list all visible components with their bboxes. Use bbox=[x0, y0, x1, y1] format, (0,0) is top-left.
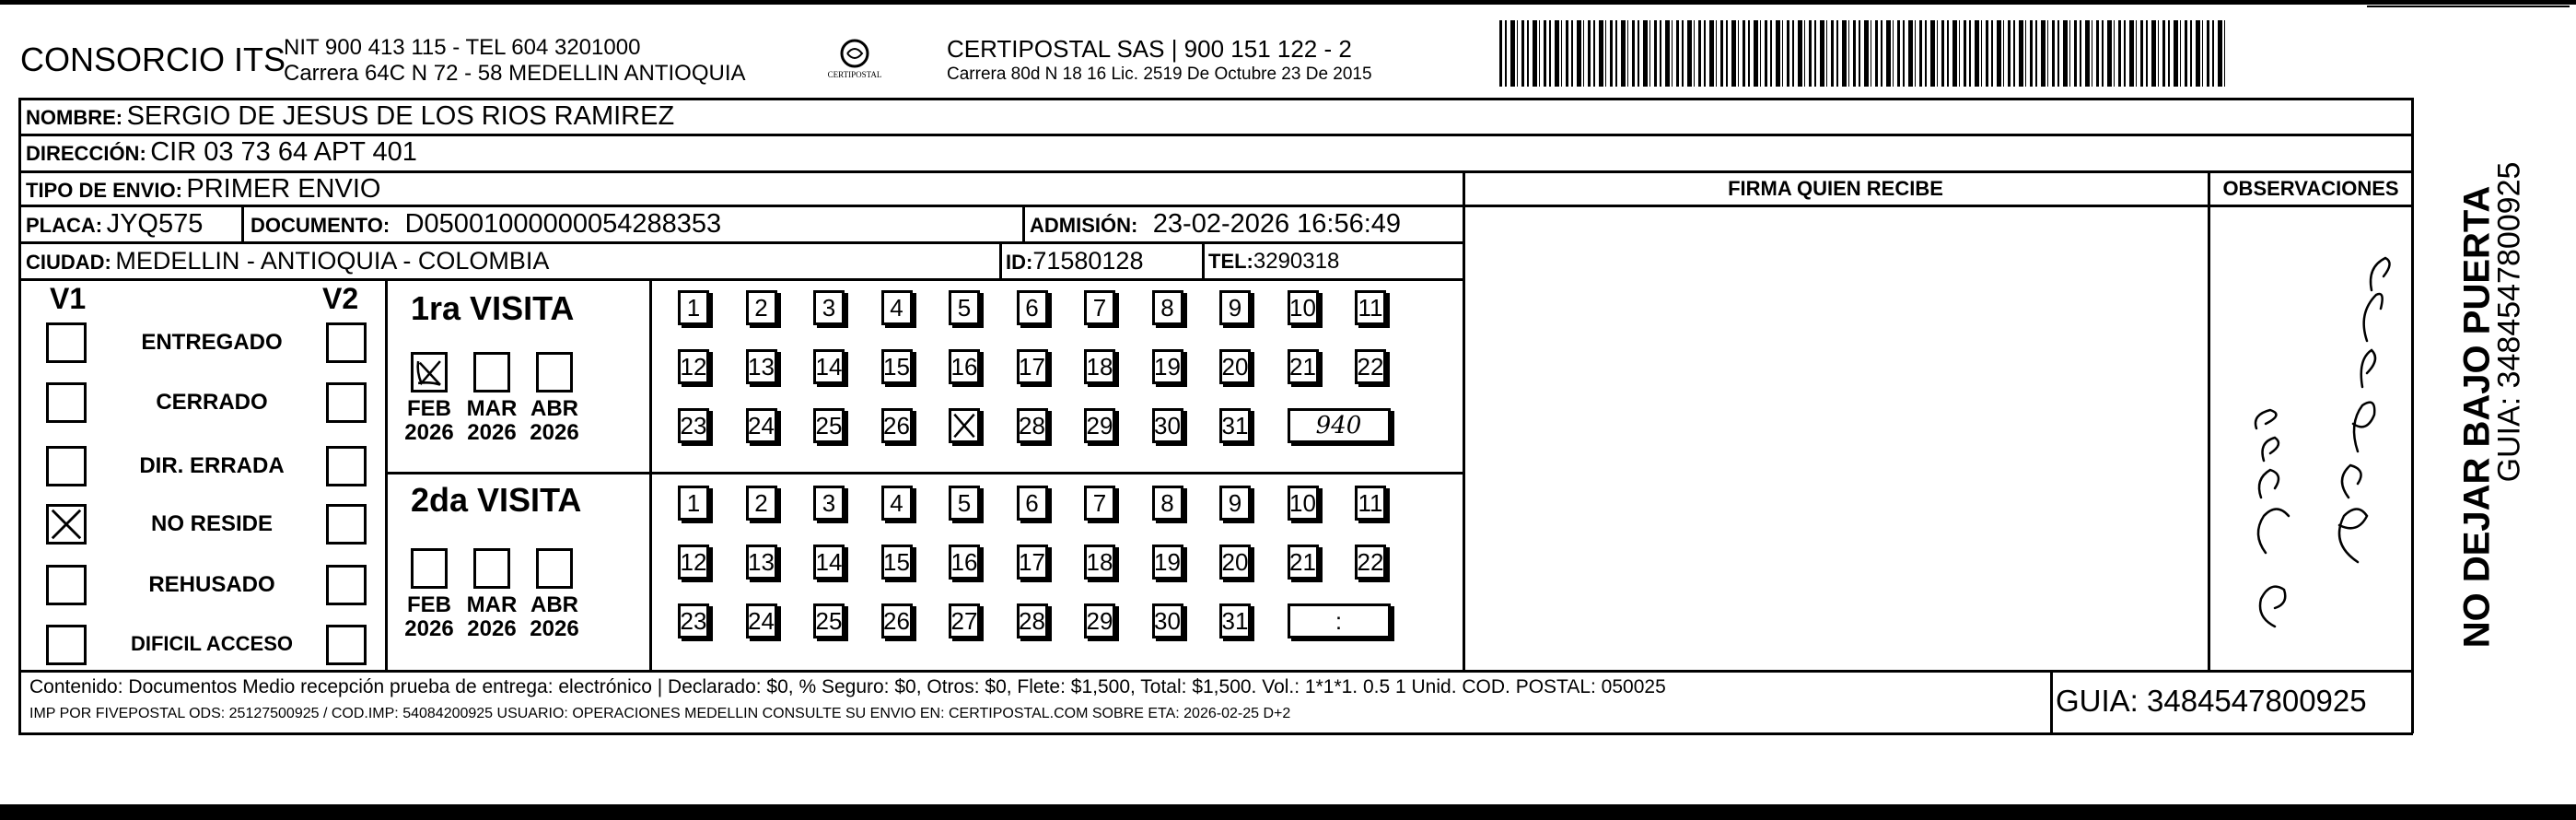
status-label-2: DIR. ERRADA bbox=[139, 453, 285, 478]
first-day-24[interactable]: 24 bbox=[746, 408, 777, 443]
v1-checkbox-4[interactable] bbox=[46, 565, 87, 605]
first-day-10[interactable]: 10 bbox=[1288, 290, 1319, 325]
tel-divider bbox=[1202, 241, 1205, 278]
row-line-3 bbox=[18, 205, 2413, 207]
nombre-label: NOMBRE: bbox=[26, 106, 123, 129]
second-day-7[interactable]: 7 bbox=[1084, 486, 1115, 521]
v1-checkbox-1[interactable] bbox=[46, 382, 87, 423]
second-day-26[interactable]: 26 bbox=[881, 603, 913, 638]
first-day-16[interactable]: 16 bbox=[949, 349, 980, 384]
firma-left-border bbox=[1463, 170, 1465, 670]
first-day-31[interactable]: 31 bbox=[1219, 408, 1251, 443]
first-day-28[interactable]: 28 bbox=[1017, 408, 1048, 443]
barcode bbox=[1499, 20, 2227, 87]
first-day-29[interactable]: 29 bbox=[1084, 408, 1115, 443]
v1-checkbox-5[interactable] bbox=[46, 625, 87, 665]
id-label: ID: bbox=[1006, 251, 1033, 274]
footer-guia-divider bbox=[2050, 670, 2053, 732]
second-day-4[interactable]: 4 bbox=[881, 486, 913, 521]
documento-label: DOCUMENTO: bbox=[251, 214, 390, 237]
id-value: 71580128 bbox=[1032, 247, 1144, 275]
status-label-3: NO RESIDE bbox=[150, 511, 274, 536]
footer-line1: Contenido: Documentos Medio recepción prueba de entrega: electrónico | Declarado: $0, % Seguro: $0, Otros: $0, Flete: $1,500, Total: $1,500. Vol.: 1*1*1. 0.5 1 Unid. COD. POSTAL: 050025 bbox=[29, 676, 1666, 697]
ciudad-field bbox=[26, 247, 549, 275]
first-day-12[interactable]: 12 bbox=[678, 349, 709, 384]
first-day-7[interactable]: 7 bbox=[1084, 290, 1115, 325]
frame-bottom bbox=[18, 732, 2413, 735]
frame-top bbox=[18, 98, 2413, 100]
second-day-18[interactable]: 18 bbox=[1084, 545, 1115, 580]
documento-field bbox=[251, 209, 721, 240]
observ-label: OBSERVACIONES bbox=[2222, 177, 2399, 200]
v2-checkbox-5[interactable] bbox=[326, 625, 367, 665]
second-day-24[interactable]: 24 bbox=[746, 603, 777, 638]
first-day-4[interactable]: 4 bbox=[881, 290, 913, 325]
second-day-31[interactable]: 31 bbox=[1219, 603, 1251, 638]
v1-checkbox-3[interactable] bbox=[46, 504, 87, 545]
second-day-3[interactable]: 3 bbox=[813, 486, 845, 521]
first-time-box[interactable]: 940 bbox=[1288, 408, 1391, 443]
second-day-16[interactable]: 16 bbox=[949, 545, 980, 580]
bottom-band bbox=[0, 804, 2576, 820]
visit-separator bbox=[385, 472, 1464, 474]
tipo-label: TIPO DE ENVIO: bbox=[26, 179, 182, 202]
second-month-label-0: FEB bbox=[407, 592, 451, 617]
second-day-27[interactable]: 27 bbox=[949, 603, 980, 638]
v2-header: V2 bbox=[322, 282, 359, 315]
top-border bbox=[0, 0, 2576, 5]
first-month-box-2[interactable] bbox=[536, 352, 573, 392]
status-label-4: REHUSADO bbox=[148, 572, 275, 597]
first-day-25[interactable]: 25 bbox=[813, 408, 845, 443]
first-day-9[interactable]: 9 bbox=[1219, 290, 1251, 325]
first-day-6[interactable]: 6 bbox=[1017, 290, 1048, 325]
first-month-label-0: FEB bbox=[407, 396, 451, 421]
first-day-8[interactable]: 8 bbox=[1152, 290, 1183, 325]
second-day-10[interactable]: 10 bbox=[1288, 486, 1319, 521]
second-day-20[interactable]: 20 bbox=[1219, 545, 1251, 580]
side-guia: GUIA: 3484547800925 bbox=[2491, 161, 2527, 483]
id-field bbox=[1006, 247, 1143, 275]
first-day-21[interactable]: 21 bbox=[1288, 349, 1319, 384]
v1-header: V1 bbox=[50, 282, 87, 315]
documento-value: D05001000000054288353 bbox=[404, 209, 722, 239]
frame-left bbox=[18, 98, 21, 733]
footer-top-line bbox=[18, 670, 2413, 673]
first-day-15[interactable]: 15 bbox=[881, 349, 913, 384]
second-day-6[interactable]: 6 bbox=[1017, 486, 1048, 521]
first-day-22[interactable]: 22 bbox=[1355, 349, 1386, 384]
first-day-14[interactable]: 14 bbox=[813, 349, 845, 384]
first-day-13[interactable]: 13 bbox=[746, 349, 777, 384]
v2-checkbox-4[interactable] bbox=[326, 565, 367, 605]
company-line1: NIT 900 413 115 - TEL 604 3201000 bbox=[284, 35, 641, 60]
first-month-box-1[interactable] bbox=[473, 352, 510, 392]
second-month-box-0[interactable] bbox=[411, 548, 448, 589]
second-day-17[interactable]: 17 bbox=[1017, 545, 1048, 580]
v2-checkbox-1[interactable] bbox=[326, 382, 367, 423]
row-line-4 bbox=[18, 241, 1464, 244]
row-line-5 bbox=[18, 278, 1464, 281]
status-label-5: DIFICIL ACCESO bbox=[130, 632, 293, 655]
frame-right bbox=[2411, 98, 2414, 733]
tel-field bbox=[1208, 249, 1339, 275]
nombre-field bbox=[26, 101, 674, 132]
carrier-line1: CERTIPOSTAL SAS | 900 151 122 - 2 bbox=[947, 35, 1352, 63]
firma-label: FIRMA QUIEN RECIBE bbox=[1728, 177, 1943, 200]
second-month-box-2[interactable] bbox=[536, 548, 573, 589]
second-day-2[interactable]: 2 bbox=[746, 486, 777, 521]
v2-checkbox-0[interactable] bbox=[326, 322, 367, 363]
v2-checkbox-3[interactable] bbox=[326, 504, 367, 545]
first-day-27[interactable] bbox=[949, 408, 980, 443]
second-month-label-2: ABR bbox=[530, 592, 578, 617]
first-day-30[interactable]: 30 bbox=[1152, 408, 1183, 443]
second-visit-title: 2da VISITA bbox=[411, 481, 582, 519]
placa-divider bbox=[241, 205, 244, 241]
footer-guia: GUIA: 3484547800925 bbox=[2056, 684, 2367, 718]
first-day-19[interactable]: 19 bbox=[1152, 349, 1183, 384]
row-line-2 bbox=[18, 170, 2413, 173]
row-line-1 bbox=[18, 134, 2413, 136]
second-year-label-2: 2026 bbox=[530, 616, 579, 641]
first-year-label-0: 2026 bbox=[404, 420, 454, 445]
first-month-label-2: ABR bbox=[530, 396, 578, 421]
admision-divider bbox=[1022, 205, 1025, 241]
tel-value: 3290318 bbox=[1253, 249, 1340, 274]
v2-checkbox-2[interactable] bbox=[326, 446, 367, 486]
tipo-value: PRIMER ENVIO bbox=[186, 174, 381, 204]
status-label-0: ENTREGADO bbox=[141, 330, 283, 355]
tipo-field bbox=[26, 174, 380, 205]
first-day-1[interactable]: 1 bbox=[678, 290, 709, 325]
first-day-17[interactable]: 17 bbox=[1017, 349, 1048, 384]
first-visit-title: 1ra VISITA bbox=[411, 289, 575, 327]
placa-label: PLACA: bbox=[26, 214, 103, 237]
second-day-19[interactable]: 19 bbox=[1152, 545, 1183, 580]
second-day-12[interactable]: 12 bbox=[678, 545, 709, 580]
status-label-1: CERRADO bbox=[156, 390, 268, 415]
second-time-box[interactable]: : bbox=[1288, 603, 1391, 638]
nombre-value: SERGIO DE JESUS DE LOS RIOS RAMIREZ bbox=[126, 101, 675, 131]
second-day-8[interactable]: 8 bbox=[1152, 486, 1183, 521]
first-month-box-0[interactable] bbox=[411, 352, 448, 392]
first-year-label-1: 2026 bbox=[467, 420, 517, 445]
admision-field bbox=[1030, 209, 1401, 240]
second-day-25[interactable]: 25 bbox=[813, 603, 845, 638]
admision-value: 23-02-2026 16:56:49 bbox=[1152, 209, 1402, 239]
first-day-20[interactable]: 20 bbox=[1219, 349, 1251, 384]
second-year-label-0: 2026 bbox=[404, 616, 454, 641]
second-day-14[interactable]: 14 bbox=[813, 545, 845, 580]
first-month-label-1: MAR bbox=[466, 396, 518, 421]
logo-text: CERTIPOSTAL bbox=[827, 70, 882, 79]
second-day-15[interactable]: 15 bbox=[881, 545, 913, 580]
second-day-13[interactable]: 13 bbox=[746, 545, 777, 580]
first-day-3[interactable]: 3 bbox=[813, 290, 845, 325]
second-day-21[interactable]: 21 bbox=[1288, 545, 1319, 580]
company-name: CONSORCIO ITS bbox=[20, 41, 286, 78]
ciudad-label: CIUDAD: bbox=[26, 251, 111, 274]
footer-line2: IMP POR FIVEPOSTAL ODS: 25127500925 / COD.IMP: 54084200925 USUARIO: OPERACIONES MEDELLIN CONSULTE SU ENVIO EN: CERTIPOSTAL.COM SOBRE ETA: 2026-02-25 D+2 bbox=[29, 706, 1291, 721]
second-day-30[interactable]: 30 bbox=[1152, 603, 1183, 638]
first-day-23[interactable]: 23 bbox=[678, 408, 709, 443]
first-year-label-2: 2026 bbox=[530, 420, 579, 445]
certipostal-logo bbox=[827, 35, 882, 87]
admision-label: ADMISIÓN: bbox=[1030, 214, 1138, 237]
direccion-field bbox=[26, 137, 417, 168]
observ-left-border bbox=[2208, 170, 2210, 670]
tel-label: TEL: bbox=[1208, 250, 1253, 273]
second-day-11[interactable]: 11 bbox=[1355, 486, 1386, 521]
second-day-1[interactable]: 1 bbox=[678, 486, 709, 521]
v1-checkbox-0[interactable] bbox=[46, 322, 87, 363]
company-line2: Carrera 64C N 72 - 58 MEDELLIN ANTIOQUIA bbox=[284, 61, 746, 86]
handwritten-signature bbox=[2220, 240, 2404, 645]
v1-checkbox-2[interactable] bbox=[46, 446, 87, 486]
second-day-9[interactable]: 9 bbox=[1219, 486, 1251, 521]
second-day-5[interactable]: 5 bbox=[949, 486, 980, 521]
side-text bbox=[2422, 101, 2560, 728]
first-day-5[interactable]: 5 bbox=[949, 290, 980, 325]
first-day-18[interactable]: 18 bbox=[1084, 349, 1115, 384]
carrier-line2: Carrera 80d N 18 16 Lic. 2519 De Octubre 23 De 2015 bbox=[947, 64, 1372, 84]
direccion-label: DIRECCIÓN: bbox=[26, 142, 146, 165]
second-day-29[interactable]: 29 bbox=[1084, 603, 1115, 638]
first-day-2[interactable]: 2 bbox=[746, 290, 777, 325]
second-day-23[interactable]: 23 bbox=[678, 603, 709, 638]
second-day-22[interactable]: 22 bbox=[1355, 545, 1386, 580]
second-month-box-1[interactable] bbox=[473, 548, 510, 589]
first-day-26[interactable]: 26 bbox=[881, 408, 913, 443]
header-rule-right bbox=[2367, 6, 2570, 7]
second-day-28[interactable]: 28 bbox=[1017, 603, 1048, 638]
second-month-label-1: MAR bbox=[466, 592, 518, 617]
placa-value: JYQ575 bbox=[106, 209, 204, 239]
id-divider bbox=[999, 241, 1002, 278]
ciudad-value: MEDELLIN - ANTIOQUIA - COLOMBIA bbox=[115, 247, 550, 275]
first-day-11[interactable]: 11 bbox=[1355, 290, 1386, 325]
side-no-dejar: NO DEJAR BAJO PUERTA bbox=[2456, 185, 2498, 649]
placa-field bbox=[26, 209, 203, 240]
second-year-label-1: 2026 bbox=[467, 616, 517, 641]
direccion-value: CIR 03 73 64 APT 401 bbox=[150, 137, 417, 167]
